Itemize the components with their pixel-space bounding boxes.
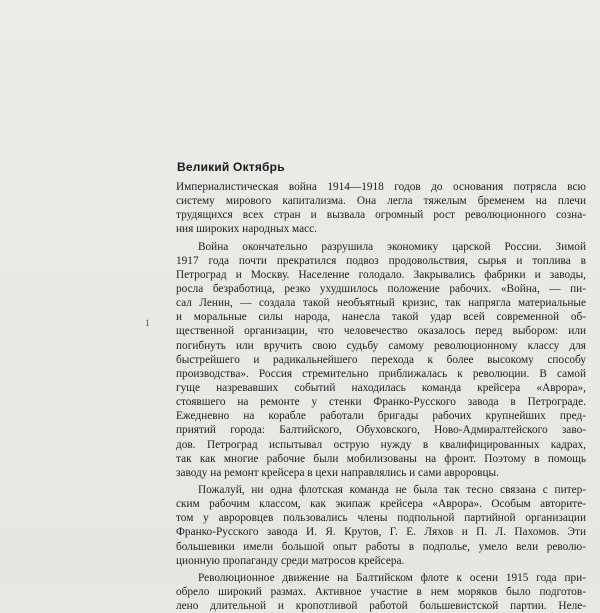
text-line: Империалистическая война 1914—1918 годов до основания потрясла всю (176, 181, 586, 193)
text-line: обрело широкий размах. Активное участие в нем моряков было подготов- (176, 585, 586, 598)
text-line: Петроград и Москву. Население голодало. Закрывались фабрики и заводы, (176, 268, 586, 281)
paragraph (176, 571, 586, 613)
text-line: производства». Россия стремительно приближалась к революции. В самой (176, 367, 586, 380)
text-line: Ежедневно на корабле работали бригады рабочих крупнейших пред- (176, 410, 586, 423)
text-line: 1917 года почти прекратился подвоз продовольствия, сырья и топлива в (176, 254, 586, 267)
text-line: сал Ленин, — создала такой необъятный кризис, так напрягла материальные (176, 297, 586, 310)
text-line: том у авроровцев пользовались члены подпольной партийной организации (176, 512, 586, 525)
text-line: Война окончательно разрушила экономику царской России. Зимой (198, 240, 586, 253)
text-line: заводу на ремонт крейсера в цехи направлялись и сами авроровцы. (176, 466, 499, 479)
text-line: трудящихся всех стран и вызвала огромный рост революционного созна- (176, 209, 586, 222)
text-line: Франко-Русского завода И. Я. Крутов, Г. Е. Ляхов и П. Л. Пахомов. Эти (176, 526, 586, 539)
paragraph (176, 483, 586, 568)
text-line: так как многие рабочие были мобилизованы на фронт. Поэтому в помощь (176, 452, 586, 465)
text-line: гуще назревавших событий находилась команда крейсера «Аврора», (176, 381, 586, 394)
text-line: приятий города: Балтийского, Обуховского, Ново-Адмиралтейского заво- (176, 424, 586, 437)
text-line: Революционное движение на Балтийском флоте к осени 1915 года при- (198, 571, 586, 584)
text-line: большевики имели большой опыт работы в подполье, умело вели револю- (176, 540, 586, 553)
text-line: щественной организации, что человечество оказалось перед выбором: или (176, 325, 586, 338)
body-text (176, 180, 586, 613)
chapter-heading: Великий Октябрь (177, 160, 285, 174)
margin-mark: 1 (145, 318, 150, 328)
text-line: стоявшего на ремонте у стенки Франко-Русского завода в Петрограде. (176, 396, 586, 409)
text-line: систему мирового капитализма. Она легла тяжелым бременем на плечи (176, 195, 586, 208)
text-line: ционную пропаганду среди матросов крейсера. (176, 554, 405, 567)
text-line: Пожалуй, ни одна флотская команда не была так тесно связана с питер- (198, 483, 586, 496)
text-line: дов. Петроград испытывал острую нужду в квалифицированных кадрах, (176, 438, 586, 451)
text-line: погибнуть или вручить свою судьбу самому революционному классу для (176, 339, 586, 352)
text-line: и моральные силы народа, нанесла такой удар всей современной об- (176, 311, 586, 324)
text-line: быстрейшего и радикальнейшего перехода к более высокому способу (176, 353, 586, 366)
text-line: лено длительной и кропотливой работой большевистской партии. Нелe- (176, 600, 586, 613)
text-line: ния широких народных масс. (176, 223, 317, 236)
text-line: ским рабочим классом, как экипаж крейсера «Аврора». Особым авторите- (176, 498, 586, 511)
text-line: росла безработица, резко ухудшилось положение рабочих. «Война, — пи- (176, 282, 586, 295)
paragraph (176, 240, 586, 480)
paragraph (176, 180, 586, 237)
